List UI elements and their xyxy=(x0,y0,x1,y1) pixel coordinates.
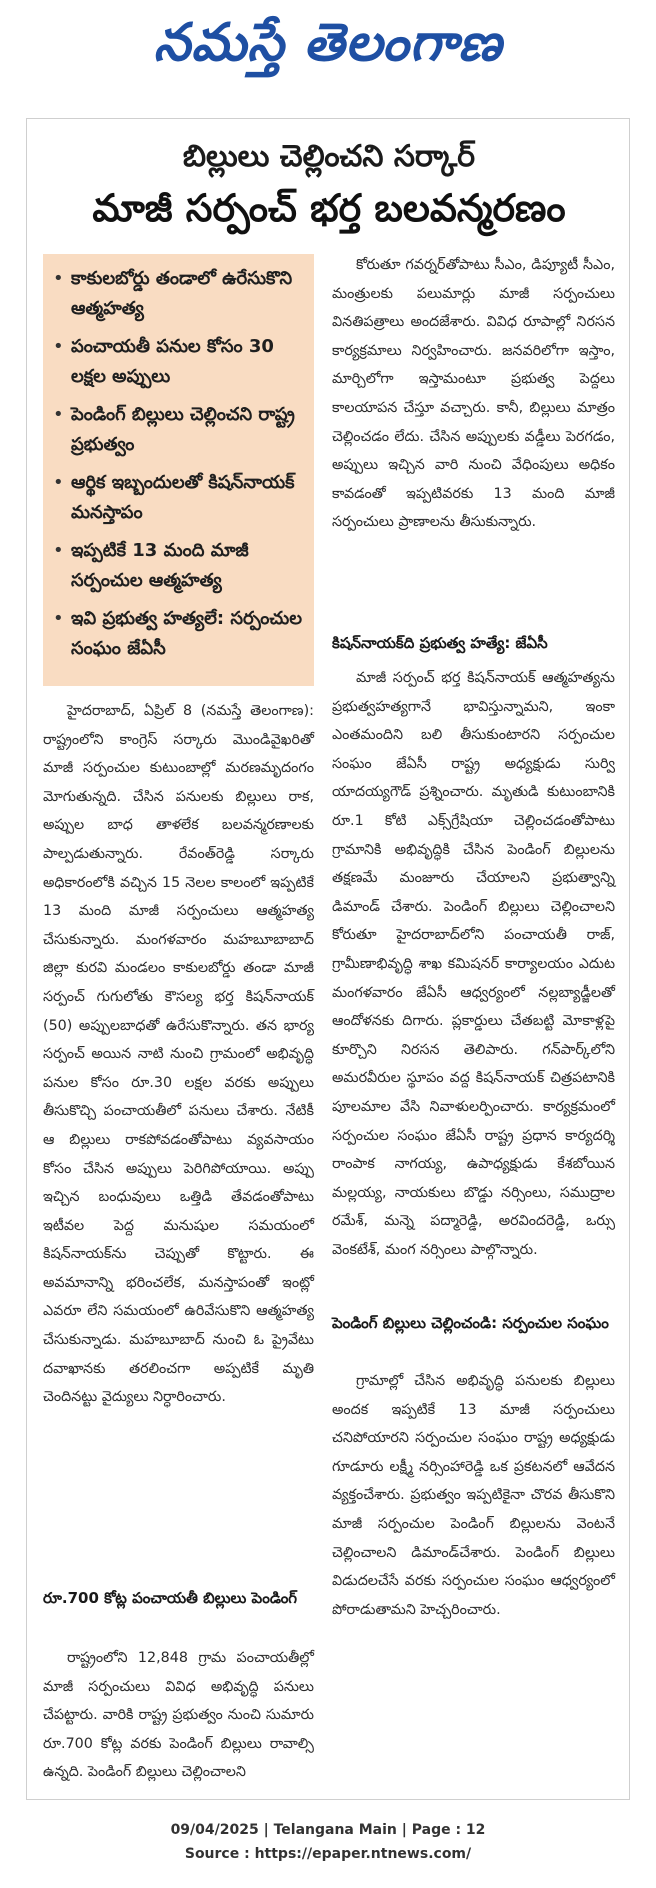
article-headline: మాజీ సర్పంచ్ భర్త బలవన్మరణం xyxy=(92,186,566,230)
newspaper-logo: నమస్తే తెలంగాణ xyxy=(153,13,503,73)
right-subheading-2: పెండింగ్ బిల్లులు చెల్లించండి: సర్పంచుల సంఘం xyxy=(332,1314,609,1332)
footer-meta: 09/04/2025 | Telangana Main | Page : 12 xyxy=(170,1822,486,1838)
bullet-icon: • xyxy=(53,404,64,425)
left-column-body-2: రాష్ట్రంలోని 12,848 గ్రామ పంచాయతీల్లో మాజీ సర్పంచులు వివిధ అభివృద్ధి పనులు చేపట్టారు. వారికి రాష్ట్ర ప్రభుత్వం నుంచి సుమారు రూ.700 కోట్ల వరకు పెండింగ్ బిల్లులు రావాల్సి ఉన్నది. పెండింగ్ బిల్లులు చెల్లించాలని xyxy=(43,1650,314,1781)
right-column-body-3: గ్రామాల్లో చేసిన అభివృద్ధి పనులకు బిల్లులు అందక ఇప్పటికే 13 మాజీ సర్పంచులు చనిపోయారని సర్పంచుల సంఘం రాష్ట్ర అధ్యక్షుడు గూడూరు లక్ష్మీ నర్సింహారెడ్డి ఒక ప్రకటనలో ఆవేదన వ్యక్తంచేశారు. ప్రభుత్వం ఇప్పటికైనా చొరవ తీసుకొని మాజీ సర్పంచుల పెండింగ్ బిల్లులను వెంటనే చెల్లించాలని డిమాండ్‌చేశారు. పెండింగ్ బిల్లులు విడుదలచేసే వరకు సర్పంచుల సంఘం ఆధ్వర్యంలో పోరాడుతామని హెచ్చరించారు. xyxy=(332,1373,615,1618)
highlight-item: • ఆర్థిక ఇబ్బందులతో కిషన్‌నాయక్ మనస్తాపం xyxy=(53,468,306,528)
bullet-icon: • xyxy=(53,336,64,357)
highlight-item: • పెండింగ్ బిల్లులు చెల్లించని రాష్ట్ర ప్రభుత్వం xyxy=(53,400,306,460)
left-subheading: రూ.700 కోట్ల పంచాయతీ బిల్లులు పెండింగ్ xyxy=(43,1589,298,1607)
bullet-icon: • xyxy=(53,608,64,629)
bullet-icon: • xyxy=(53,268,64,289)
left-column-body: హైదరాబాద్, ఏప్రిల్ 8 (నమస్తే తెలంగాణ): రాష్ట్రంలోని కాంగ్రెస్ సర్కారు మొండివైఖరితో మాజీ సర్పంచుల కుటుంబాల్లో మరణమృదంగం మోగుతున్నది. చేసిన పనులకు బిల్లులు రాక, అప్పుల బాధ తాళలేక బలవన్మరణాలకు పాల్పడుతున్నారు. రేవంత్‌రెడ్డి సర్కారు అధికారంలోకి వచ్చిన 15 నెలల కాలంలో ఇప్పటికే 13 మంది మాజీ సర్పంచులు ఆత్మహత్య చేసుకున్నారు. మంగళవారం మహబూబాబాద్ జిల్లా కురవి మండలం కాకులబోర్డు తండా మాజీ సర్పంచ్ గుగులోతు కౌసల్య భర్త కిషన్‌నాయక్ (50) అప్పులబాధతో ఉరేసుకొన్నారు. తన భార్య సర్పంచ్ అయిన నాటి నుంచి గ్రామంలో అభివృద్ధి పనుల కోసం రూ.30 లక్షల వరకు అప్పులు తీసుకొచ్చి పంచాయతీలో పనులు చేశారు. నేటికీ ఆ బిల్లులు రాకపోవడంతోపాటు వ్యవసాయం కోసం చేసిన అప్పులు పెరిగిపోయాయి. అప్పు ఇచ్చిన బంధువులు ఒత్తిడి తేవడంతోపాటు ఇటీవల పెద్ద మనుషుల సమయంలో కిషన్‌నాయక్‌ను చెప్పుతో కొట్టారు. ఈ అవమానాన్ని భరించలేక, మనస్తాపంతో ఇంట్లో ఎవరూ లేని సమయంలో ఉరివేసుకొని ఆత్మహత్య చేసుకున్నాడు. మహబూబాద్ నుంచి ఓ ప్రైవేటు దవాఖానకు తరలించగా అప్పటికే మృతి చెందినట్టు వైద్యులు నిర్ధారించారు. xyxy=(43,703,314,1406)
right-subheading-1: కిషన్‌నాయక్‌ది ప్రభుత్వ హత్యే: జేఏసీ xyxy=(332,634,548,652)
bullet-icon: • xyxy=(53,472,64,493)
highlight-item: • కాకులబోర్డు తండాలో ఉరేసుకొని ఆత్మహత్య xyxy=(53,264,306,324)
footer-source: Source : https://epaper.ntnews.com/ xyxy=(184,1846,472,1862)
masthead xyxy=(0,0,656,95)
highlights-box xyxy=(43,254,314,686)
highlight-item: • పంచాయతీ పనుల కోసం 30 లక్షల అప్పులు xyxy=(53,332,306,392)
right-column-body-1: కోరుతూ గవర్నర్‌తోపాటు సీఎం, డిప్యూటీ సీఎం, మంత్రులకు పలుమార్లు మాజీ సర్పంచులు వినతిపత్రాలు అందజేశారు. వివిధ రూపాల్లో నిరసన కార్యక్రమాలు నిర్వహించారు. జనవరిలోగా ఇస్తాం, మార్చిలోగా ఇస్తామంటూ ప్రభుత్వ పెద్దలు కాలయాపన చేస్తూ వచ్చారు. కానీ, బిల్లులు మాత్రం చెల్లించడం లేదు. చేసిన అప్పులకు వడ్డీలు పెరగడం, అప్పులు ఇచ్చిన వారి నుంచి వేధింపులు అధికం కావడంతో ఇప్పటివరకు 13 మంది మాజీ సర్పంచులు ప్రాణాలను తీసుకున్నారు. xyxy=(332,257,615,531)
right-column-body-2: మాజీ సర్పంచ్ భర్త కిషన్‌నాయక్ ఆత్మహత్యను ప్రభుత్వహత్యగానే భావిస్తున్నామని, ఇంకా ఎంతమందిని బలి తీసుకుంటారని సర్పంచుల సంఘం జేఏసీ రాష్ట్ర అధ్యక్షుడు సుర్వి యాదయ్యగౌడ్ ప్రశ్నించారు. మృతుడి కుటుంబానికి రూ.1 కోటి ఎక్స్‌గ్రేషియా చెల్లించడంతోపాటు గ్రామానికి అభివృద్ధికి చేసిన పెండింగ్ బిల్లులను తక్షణమే మంజూరు చేయాలని ప్రభుత్వాన్ని డిమాండ్ చేశారు. పెండింగ్ బిల్లులు చెల్లించాలని కోరుతూ హైదరాబాద్‌లోని పంచాయతీ రాజ్, గ్రామీణాభివృద్ధి శాఖ కమిషనర్ కార్యాలయం ఎదుట మంగళవారం జేఏసీ ఆధ్వర్యంలో నల్లబ్యాడ్జీలతో ఆందోళనకు దిగారు. ప్లకార్డులు చేతబట్టి మోకాళ్లపై కూర్చొని నిరసన తెలిపారు. గన్‌పార్క్‌లోని అమరవీరుల స్థూపం వద్ద కిషన్‌నాయక్ చిత్రపటానికి పూలమాల వేసి నివాళులర్పించారు. కార్యక్రమంలో సర్పంచుల సంఘం జేఏసీ రాష్ట్ర ప్రధాన కార్యదర్శి రాంపాక నాగయ్య, ఉపాధ్యక్షుడు కేశబోయిన మల్లయ్య, నాయకులు బొడ్డు నర్సింలు, సముద్రాల రమేశ్, మన్నె పద్మారెడ్డి, అరవిందరెడ్డి, ఒర్సు వెంకటేశ్, మంగ నర్సింలు పాల్గొన్నారు. xyxy=(332,670,615,1258)
highlight-item: • ఇవి ప్రభుత్వ హత్యలే: సర్పంచుల సంఘం జేఏసీ xyxy=(53,604,306,664)
article-kicker: బిల్లులు చెల్లించని సర్కార్ xyxy=(182,139,476,174)
highlight-item: • ఇప్పటికే 13 మంది మాజీ సర్పంచుల ఆత్మహత్య xyxy=(53,536,306,596)
article-clipping xyxy=(26,118,630,1800)
bullet-icon: • xyxy=(53,540,64,561)
